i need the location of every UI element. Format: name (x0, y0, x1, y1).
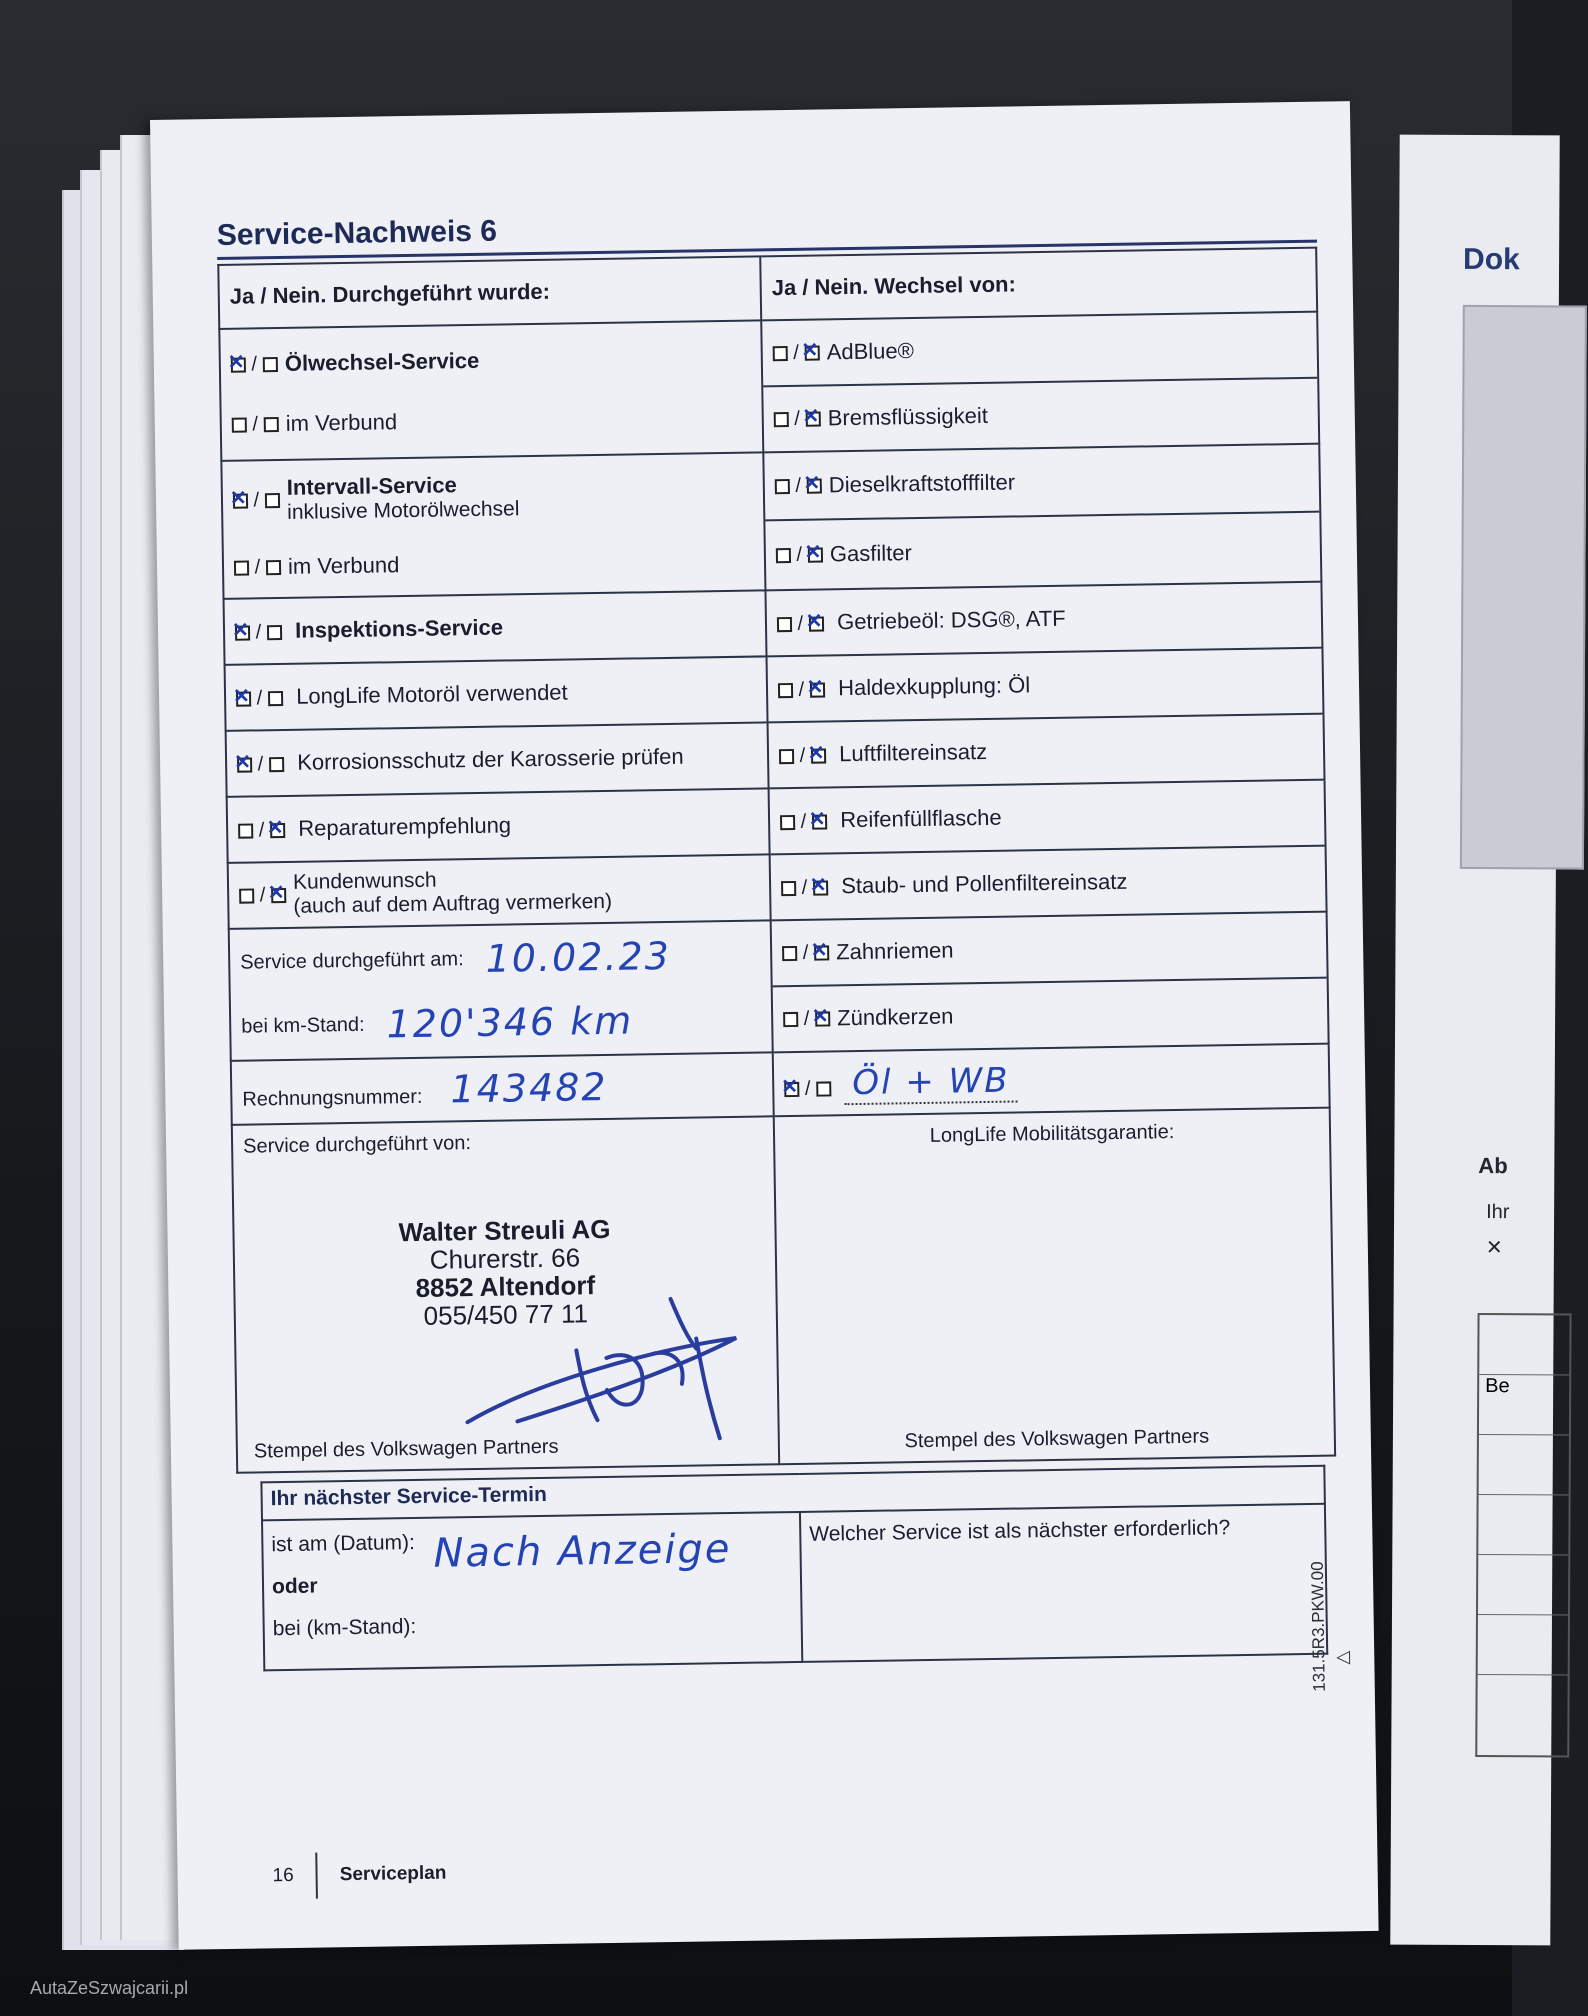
item-sublabel: inklusive Motorölwechsel (286, 497, 520, 524)
item-label: Bremsflüssigkeit (827, 402, 989, 431)
left-column-header: Ja / Nein. Durchgeführt wurde: (218, 256, 761, 329)
stamp-city: 8852 Altendorf (415, 1270, 596, 1303)
service-booklet-page (150, 101, 1379, 1950)
right-page-table-row (1478, 1555, 1568, 1615)
checkbox-nein[interactable] (265, 493, 280, 508)
next-service-question-cell (800, 1504, 1327, 1662)
checkbox-nein[interactable] (267, 625, 282, 640)
invoice-label: Rechnungsnummer: (242, 1085, 423, 1111)
inspection-service-cell: ✕ / Inspektions-Service (224, 590, 767, 665)
checkbox-nein[interactable] (268, 691, 283, 706)
checkbox-ja[interactable] (232, 417, 247, 432)
item-label: Dieselkraftstofffilter (828, 469, 1016, 498)
repair-recommendation-cell: / ✕ Reparaturempfehlung (227, 788, 770, 863)
right-group-1: / ✕ AdBlue® / ✕ Bremsflüssigkeit (761, 312, 1319, 453)
performed-by-label: Service durchgeführt von: (242, 1132, 472, 1158)
transmission-oil-cell: / ✕ Getriebeöl: DSG®, ATF (765, 582, 1322, 657)
service-record-document (217, 202, 1340, 1672)
item-label: Reparaturempfehlung (298, 812, 512, 841)
next-service-header: Ihr nächster Service-Termin (261, 1466, 1324, 1521)
footer-separator (315, 1853, 318, 1899)
checkbox-ja[interactable] (783, 1012, 798, 1027)
performed-by-cell (232, 1116, 779, 1472)
next-service-date-cell (262, 1512, 802, 1670)
right-page-table (1475, 1313, 1571, 1757)
date-km-cell (229, 920, 773, 1060)
checkbox-ja[interactable] (777, 617, 792, 632)
item-label: Reifenfüllflasche (840, 804, 1002, 833)
longlife-label: LongLife Mobilitätsgarantie: (929, 1121, 1175, 1147)
checkbox-nein-checked[interactable] (811, 749, 826, 764)
checkbox-nein-checked[interactable] (806, 478, 821, 493)
checkbox-nein-checked[interactable] (812, 815, 827, 830)
air-filter-cell: / ✕ Luftfiltereinsatz (768, 714, 1325, 789)
corrosion-cell: ✕ / Korrosionsschutz der Karosserie prüfen (226, 722, 769, 797)
right-page-table-row (1479, 1435, 1569, 1495)
next-question: Welcher Service ist als nächster erforderlich? (809, 1516, 1231, 1546)
next-km-label: bei (km-Stand): (272, 1615, 417, 1641)
service-date-value[interactable]: 10.02.23 (485, 933, 672, 981)
longlife-oil-cell: ✕ / LongLife Motoröl verwendet (225, 656, 768, 731)
other-change-cell: ✕ / Öl + WB (773, 1044, 1330, 1117)
item-label: Zündkerzen (836, 1003, 954, 1031)
item-label: Ölwechsel-Service (284, 347, 480, 376)
item-label: AdBlue® (826, 338, 915, 365)
right-page-title: Dok (1463, 242, 1520, 277)
right-page-x-mark: ✕ (1485, 1237, 1503, 1260)
pollen-filter-cell: / ✕ Staub- und Pollenfiltereinsatz (770, 846, 1327, 921)
checkbox-ja-checked[interactable] (236, 692, 251, 707)
km-value[interactable]: 120'346 km (386, 998, 634, 1047)
oil-service-cell: ✕ / Ölwechsel-Service / im Verbund (219, 320, 763, 460)
item-label: Getriebeöl: DSG®, ATF (836, 605, 1066, 635)
checkbox-nein-checked[interactable] (807, 547, 822, 562)
checkbox-ja-checked[interactable] (784, 1082, 799, 1097)
checkbox-ja[interactable] (239, 888, 254, 903)
stamp-name: Walter Streuli AG (398, 1213, 611, 1248)
right-page-image-panel (1460, 305, 1587, 870)
right-group-2: / ✕ Dieselkraftstofffilter / ✕ Gasfilter (763, 444, 1321, 591)
item-label: im Verbund (287, 552, 400, 579)
item-label: Gasfilter (829, 540, 913, 567)
checkbox-nein-checked[interactable] (809, 617, 824, 632)
checkbox-ja-checked[interactable] (235, 626, 250, 641)
item-label: LongLife Motoröl verwendet (295, 679, 568, 709)
checkbox-ja[interactable] (776, 548, 791, 563)
other-change-value[interactable]: Öl + WB (844, 1060, 1018, 1105)
document-code: 131.5R3.PKW.00 (1307, 1561, 1329, 1692)
right-adjacent-page (1390, 135, 1559, 1946)
item-label: Luftfiltereinsatz (838, 738, 988, 767)
page-title: Service-Nachweis 6 (216, 214, 498, 252)
item-label: Staub- und Pollenfiltereinsatz (841, 868, 1128, 899)
checkbox-nein[interactable] (263, 417, 278, 432)
checkbox-nein[interactable] (816, 1082, 831, 1097)
longlife-guarantee-cell (774, 1108, 1335, 1465)
continue-triangle-icon: ◁ (1336, 1646, 1351, 1667)
right-column-header: Ja / Nein. Wechsel von: (760, 248, 1317, 321)
checkbox-nein-checked[interactable] (810, 683, 825, 698)
right-page-table-row: Be (1479, 1375, 1569, 1435)
checkbox-nein-checked[interactable] (814, 945, 829, 960)
checkbox-nein[interactable] (269, 757, 284, 772)
item-label: Inspektions-Service (294, 614, 504, 643)
checkbox-ja-checked[interactable] (231, 357, 246, 372)
right-page-table-row (1479, 1315, 1569, 1375)
item-sublabel: (auch auf dem Auftrag vermerken) (293, 889, 613, 918)
item-label: Intervall-Service (286, 472, 457, 500)
checkbox-ja[interactable] (780, 815, 795, 830)
item-label: Haldexkupplung: Öl (837, 672, 1031, 701)
footer-section: Serviceplan (339, 1862, 447, 1886)
right-page-ihr-label: Ihr (1486, 1201, 1510, 1224)
right-page-ab-label: Ab (1478, 1153, 1508, 1179)
signature-scribble (455, 1268, 758, 1453)
checkbox-nein-checked[interactable] (804, 345, 819, 360)
next-or-label: oder (271, 1574, 318, 1599)
checkbox-nein[interactable] (262, 357, 277, 372)
checkbox-ja[interactable] (782, 946, 797, 961)
checkbox-nein-checked[interactable] (805, 411, 820, 426)
stamp-label-right: Stempel des Volkswagen Partners (904, 1425, 1210, 1453)
right-group-3: / ✕ Zahnriemen / ✕ Zündkerzen (771, 912, 1329, 1053)
checkbox-ja-checked[interactable] (233, 493, 248, 508)
next-date-label: ist am (Datum): (271, 1531, 416, 1557)
checkbox-nein-checked[interactable] (815, 1011, 830, 1026)
checkbox-nein-checked[interactable] (270, 823, 285, 838)
item-label: Korrosionsschutz der Karosserie prüfen (297, 743, 684, 775)
checkbox-ja[interactable] (238, 824, 253, 839)
checkbox-ja[interactable] (234, 560, 249, 575)
invoice-value[interactable]: 143482 (450, 1064, 608, 1112)
checkbox-ja[interactable] (781, 881, 796, 896)
checkbox-ja[interactable] (773, 346, 788, 361)
interval-service-cell: ✕ / Intervall-Service inklusive Motorölwechsel / im Verbund (221, 452, 765, 598)
checkbox-nein[interactable] (266, 560, 281, 575)
checkbox-ja-checked[interactable] (237, 758, 252, 773)
next-service-table (260, 1465, 1328, 1672)
service-date-label: Service durchgeführt am: (240, 947, 464, 974)
right-page-table-row (1478, 1495, 1568, 1555)
next-handwritten[interactable]: Nach Anzeige (433, 1526, 732, 1577)
checkbox-nein-checked[interactable] (271, 888, 286, 903)
page-number: 16 (272, 1864, 294, 1887)
tire-sealant-cell: / ✕ Reifenfüllflasche (769, 780, 1326, 855)
service-table (217, 247, 1336, 1474)
checkbox-nein-checked[interactable] (813, 881, 828, 896)
watermark: AutaZeSzwajcarii.pl (30, 1978, 189, 1998)
right-page-table-row (1478, 1615, 1568, 1675)
checkbox-ja[interactable] (774, 412, 789, 427)
page-footer (272, 1851, 447, 1900)
checkbox-ja[interactable] (779, 749, 794, 764)
stamp-label-left: Stempel des Volkswagen Partners (253, 1435, 559, 1463)
haldex-cell: / ✕ Haldexkupplung: Öl (767, 648, 1324, 723)
km-label: bei km-Stand: (241, 1013, 365, 1038)
item-label: Kundenwunsch (292, 868, 437, 894)
item-label: im Verbund (285, 409, 398, 436)
customer-request-cell: / ✕ Kundenwunsch (auch auf dem Auftrag vermerken) (228, 854, 771, 929)
checkbox-ja[interactable] (778, 683, 793, 698)
item-label: Zahnriemen (835, 937, 954, 965)
invoice-cell (231, 1052, 774, 1125)
stamp-phone: 055/450 77 11 (423, 1298, 589, 1331)
checkbox-ja[interactable] (775, 479, 790, 494)
stamp-street: Churerstr. 66 (429, 1242, 581, 1275)
